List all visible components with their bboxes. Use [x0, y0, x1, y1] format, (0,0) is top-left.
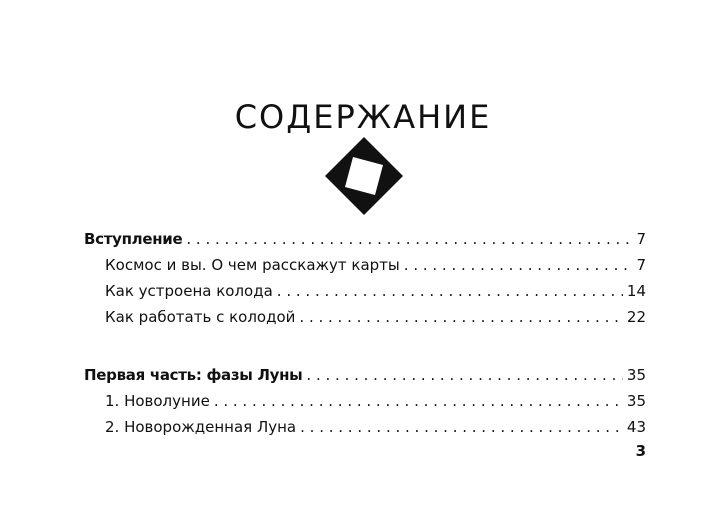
toc-entry-label: 1. Новолуние: [105, 392, 210, 410]
toc-entry-label: 2. Новорожденная Луна: [105, 418, 297, 436]
dot-leader: [186, 226, 632, 252]
toc-heading-row[interactable]: [84, 226, 646, 252]
toc-page-number: 7: [636, 256, 646, 274]
table-of-contents: [84, 226, 646, 440]
toc-entry-label: Космос и вы. О чем расскажут карты: [105, 256, 400, 274]
dot-leader: [277, 278, 623, 304]
toc-entry-label: Как работать с колодой: [105, 308, 296, 326]
page-number: 3: [635, 442, 646, 460]
toc-page-number: 22: [626, 308, 646, 326]
dot-leader: [306, 362, 622, 388]
toc-heading-label: Вступление: [84, 230, 183, 248]
toc-heading-row[interactable]: [84, 362, 646, 388]
diamond-square-ornament-icon: [323, 135, 405, 217]
toc-entry-row[interactable]: [84, 388, 646, 414]
toc-page-number: 35: [626, 392, 646, 410]
toc-entry-row[interactable]: [84, 304, 646, 330]
dot-leader: [299, 304, 623, 330]
toc-entry-row[interactable]: [84, 252, 646, 278]
toc-entry-row[interactable]: [84, 414, 646, 440]
toc-entry-label: Как устроена колода: [105, 282, 273, 300]
toc-page-number: 43: [626, 418, 646, 436]
toc-section-moon-phases: [84, 362, 646, 440]
toc-entry-row[interactable]: [84, 278, 646, 304]
toc-page-number: 35: [626, 366, 646, 384]
toc-page-number: 14: [626, 282, 646, 300]
toc-heading-label: Первая часть: фазы Луны: [84, 366, 303, 384]
dot-leader: [404, 252, 633, 278]
toc-section-intro: [84, 226, 646, 330]
toc-page-number: 7: [636, 230, 646, 248]
page-title: СОДЕРЖАНИЕ: [234, 98, 492, 137]
dot-leader: [214, 388, 623, 414]
dot-leader: [300, 414, 623, 440]
